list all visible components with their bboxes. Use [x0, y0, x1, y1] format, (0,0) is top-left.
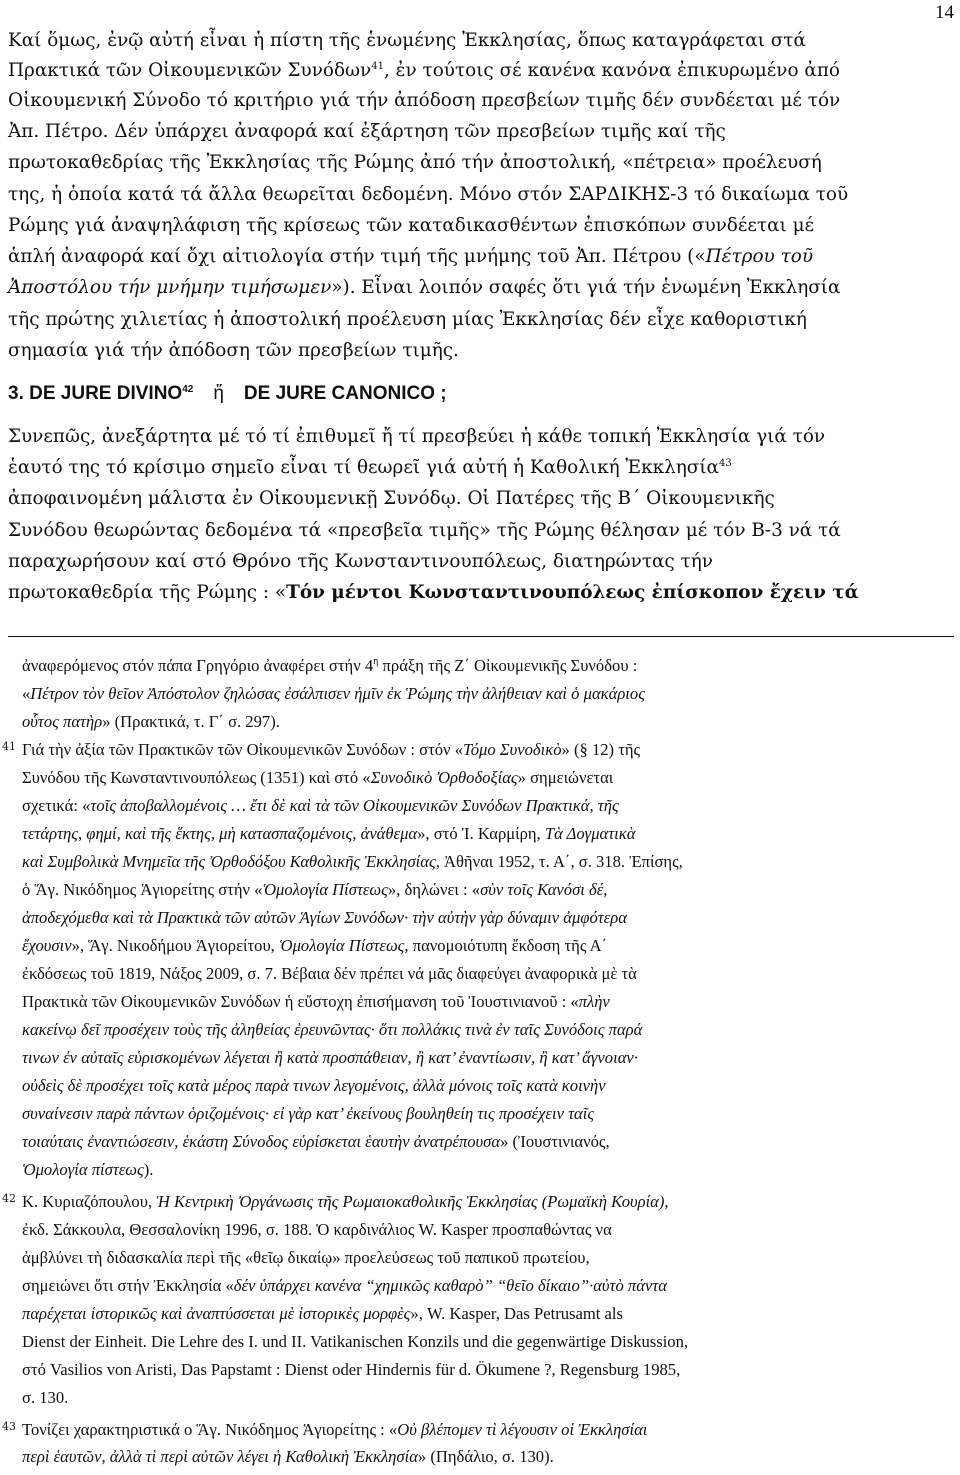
text-line: ἁπλή ἀναφορά καί ὄχι αἰτιολογία στήν τιμή τῆς μνήμης τοῦ Ἀπ. Πέτρου («Πέτρου τοῦ — [8, 246, 813, 267]
text-line: περὶ ἑαυτῶν, ἀλλὰ τὶ περὶ αὐτῶν λέγει ἡ Καθολικὴ Ἐκκλησία» (Πηδάλιο, σ. 130). — [22, 1447, 554, 1466]
text-line: σημασία γιά τήν ἀπόδοση τῶν πρεσβείων τιμῆς. — [8, 340, 459, 361]
footnote-separator — [8, 636, 954, 637]
text-line: Κ. Κυριαζόπουλου, Ἡ Κεντρικὴ Ὀργάνωσις τῆς Ρωμαιοκαθολικῆς Ἐκκλησίας (Ρωμαϊκὴ Κουρία), — [22, 1192, 669, 1211]
footnote-number: 41 — [2, 740, 16, 753]
text-line: τῆς πρώτης χιλιετίας ἡ ἀποστολική προέλευση μίας Ἐκκλησίας δέν εἶχε καθοριστική — [8, 309, 807, 330]
text-line: τοιαύταις ἐναντιώσεσιν, ἑκάστη Σύνοδος εὑρίσκεται ἑαυτὴν ἀνατρέπουσα» (Ἰουστινιανός, — [22, 1132, 610, 1151]
text-line: οὐδεὶς δὲ προσέχει τοῖς κατὰ μέρος παρὰ τινων λεγομένοις, ἀλλὰ μόνοις τοῖς κατὰ κοινὴν — [22, 1076, 606, 1095]
text-line: Ἀπ. Πέτρο. Δέν ὑπάρχει ἀναφορά καί ἐξάρτηση τῶν πρεσβείων τιμῆς καί τῆς — [8, 121, 726, 142]
text-line: Συνόδου τῆς Κωνσταντινουπόλεως (1351) καὶ στό «Συνοδικὸ Ὀρθοδοξίας» σημειώνεται — [22, 768, 614, 787]
text-line: ἀποφαινομένη μάλιστα ἐν Οἰκουμενικῇ Συνόδῳ. Οἱ Πατέρες τῆς Β΄ Οἰκουμενικῆς — [8, 488, 775, 509]
footnote-ref-41[interactable]: 41 — [371, 61, 384, 72]
text-line: Dienst der Einheit. Die Lehre des I. und II. Vatikanischen Konzils und die gegenwärtige Diskussion, — [22, 1332, 689, 1351]
footnote-ref-42[interactable]: 42 — [182, 384, 194, 395]
text-line: ἀποδεχόμεθα καὶ τὰ Πρακτικὰ τῶν αὐτῶν Ἁγίων Συνόδων· τὴν αὐτὴν γὰρ δύναμιν ἀμφότερα — [22, 908, 627, 927]
text-line: «Πέτρον τὸν θεῖον Ἀπόστολον ζηλώσας ἐσάλπισεν ἡμῖν ἐκ Ῥώμης τὴν ἀλήθειαν καὶ ὁ μακάριος — [22, 684, 645, 703]
page-number: 14 — [935, 2, 954, 23]
text-line: της, ἡ ὁποία κατά τά ἄλλα θεωρεῖται δεδομένη. Μόνο στόν ΣΑΡΔΙΚΗΣ-3 τό δικαίωμα τοῦ — [8, 184, 849, 205]
text-line: ἑαυτό της τό κρίσιμο σημεῖο εἶναι τί θεωρεῖ γιά αὐτή ἡ Καθολική Ἐκκλησία$^{43}$ — [8, 457, 732, 478]
text-line: τινων ἐν αὐταῖς εὑρισκομένων λέγεται ἢ κατὰ προσπάθειαν, ἢ κατ’ ἐναντίωσιν, ἢ κατ’ ἄγνοιαν· — [22, 1048, 638, 1067]
text-line: ἔχουσιν», Ἅγ. Νικοδήμου Ἁγιορείτου, Ὁμολογία Πίστεως, πανομοιότυπη ἔκδοση τῆς Α΄ — [22, 936, 608, 955]
footnote-number: 43 — [2, 1420, 16, 1433]
text-line: Ὁμολογία πίστεως). — [22, 1160, 154, 1179]
text-line: ἐκδόσεως τοῦ 1819, Νάξος 2009, σ. 7. Βέβαια δέν πρέπει νά μᾶς διαφεύγει ἀναφορικὰ μὲ τὰ — [22, 964, 637, 983]
text-line: Ρώμης γιά ἀναψηλάφιση τῆς κρίσεως τῶν καταδικασθέντων ἐπισκόπων συνδέεται μέ — [8, 215, 815, 236]
text-line: ἀναφερόμενος στόν πάπα Γρηγόριο ἀναφέρει στήν $4^\eta$ πράξη τῆς Ζ΄ Οἰκουμενικῆς Συνόδου : — [22, 656, 638, 675]
text-line: Οἰκουμενική Σύνοδο τό κριτήριο γιά τήν ἀπόδοση πρεσβείων τιμῆς δέν συνδέεται μέ τόν — [8, 90, 841, 111]
text-line: παραχωρήσουν καί στό Θρόνο τῆς Κωνσταντινουπόλεως, διατηρώντας τήν — [8, 551, 713, 572]
section-heading: 3. DE JURE DIVINO$^{42}$ ἤ DE JURE CANONICO ; — [8, 383, 447, 404]
text-line: πρωτοκαθεδρία τῆς Ρώμης : «Τόν μέντοι Κωνσταντινουπόλεως ἐπίσκοπον ἔχειν τά — [8, 582, 859, 603]
text-line: σ. 130. — [22, 1388, 69, 1407]
text-line: Πρακτικά τῶν Οἰκουμενικῶν Συνόδων$^{41}$, ἐν τούτοις σέ κανένα κανόνα ἐπικυρωμένο ἀπό — [8, 60, 840, 81]
text-line: σχετικά: «τοῖς ἀποβαλλομένοις … ἔτι δὲ καὶ τὰ τῶν Οἰκουμενικῶν Συνόδων Πρακτικά, τῆς — [22, 796, 619, 815]
text-line: Καί ὅμως, ἐνῷ αὐτή εἶναι ἡ πίστη τῆς ἑνωμένης Ἐκκλησίας, ὅπως καταγράφεται στά — [8, 30, 806, 51]
text-line: στό Vasilios von Aristi, Das Papstamt : Dienst oder Hindernis für d. Ökumene ?, Regensburg 1985, — [22, 1360, 681, 1379]
text-line: πρωτοκαθεδρίας τῆς Ἐκκλησίας τῆς Ρώμης ἀπό τήν ἀποστολική, «πέτρεια» προέλευσή — [8, 152, 822, 173]
text-line: ὁ Ἅγ. Νικόδημος Ἁγιορείτης στήν «Ὁμολογία Πίστεως», δηλώνει : «σὺν τοῖς Κανόσι δέ, — [22, 880, 608, 899]
text-line: Συνόδου θεωρώντας δεδομένα τά «πρεσβεῖα τιμῆς» τῆς Ρώμης θέλησαν μέ τόν Β-3 νά τά — [8, 520, 841, 541]
text-line: τετάρτης, φημί, καὶ τῆς ἕκτης, μὴ κατασπαζομένοις, ἀνάθεμα», στό Ἰ. Καρμίρη, Τὰ Δογματικὰ — [22, 824, 636, 843]
text-line: ἐκδ. Σάκκουλα, Θεσσαλονίκη 1996, σ. 188. Ὁ καρδινάλιος W. Kasper προσπαθώντας να — [22, 1220, 612, 1239]
text-line: Ἀποστόλου τήν μνήμην τιμήσωμεν»). Εἶναι λοιπόν σαφές ὅτι γιά τήν ἑνωμένη Ἐκκλησία — [8, 277, 841, 298]
footnote-number: 42 — [2, 1192, 16, 1205]
text-line: σημειώνει ὅτι στήν Ἐκκλησία «δέν ὑπάρχει κανένα “χημικῶς καθαρὸ” “θεῖο δίκαιο”·αὐτὸ πάντα — [22, 1276, 667, 1295]
text-line: οὗτος πατὴρ» (Πρακτικά, τ. Γ΄ σ. 297). — [22, 712, 280, 731]
text-line: Τονίζει χαρακτηριστικά ο Ἅγ. Νικόδημος Ἁγιορείτης : «Οὐ βλέπομεν τὶ λέγουσιν οἱ Ἐκκλησίαι — [22, 1420, 648, 1439]
text-line: Γιά τὴν ἀξία τῶν Πρακτικῶν τῶν Οἰκουμενικῶν Συνόδων : στόν «Τόμο Συνοδικὸ» (§ 12) τῆς — [22, 740, 641, 759]
text-line: Συνεπῶς, ἀνεξάρτητα μέ τό τί ἐπιθυμεῖ ἤ τί πρεσβεύει ἡ κάθε τοπική Ἐκκλησία γιά τόν — [8, 426, 826, 447]
footnote-ref-43[interactable]: 43 — [718, 458, 732, 469]
text-line: συναίνεσιν παρὰ πάντων ὁριζομένοις· εἰ γὰρ κατ’ ἐκείνους βουληθείη τις προσέχειν ταῖς — [22, 1104, 595, 1123]
text-line: Πρακτικὰ τῶν Οἰκουμενικῶν Συνόδων ἡ εὔστοχη ἐπισήμανση τοῦ Ἰουστινιανοῦ : «πλὴν — [22, 992, 610, 1011]
text-line: ἀμβλύνει τὴ διδασκαλία περὶ τῆς «θεῖῳ δικαίῳ» προελεύσεως τοῦ παπικοῦ πρωτείου, — [22, 1248, 590, 1267]
text-line: παρέχεται ἱστορικῶς καὶ ἀναπτύσσεται μὲ ἱστορικὲς μορφὲς», W. Kasper, Das Petrusamt als — [22, 1304, 623, 1323]
text-line: καὶ Συμβολικὰ Μνημεῖα τῆς Ὀρθοδόξου Καθολικῆς Ἐκκλησίας, Ἀθῆναι 1952, τ. Α΄, σ. 318. Ἐπίσης, — [22, 852, 683, 871]
text-line: κακείνῳ δεῖ προσέχειν τοὺς τῆς ἀληθείας ἐρευνῶντας· ὅτι πολλάκις τινὰ ἐν ταῖς Συνόδοις παρά — [22, 1020, 643, 1039]
